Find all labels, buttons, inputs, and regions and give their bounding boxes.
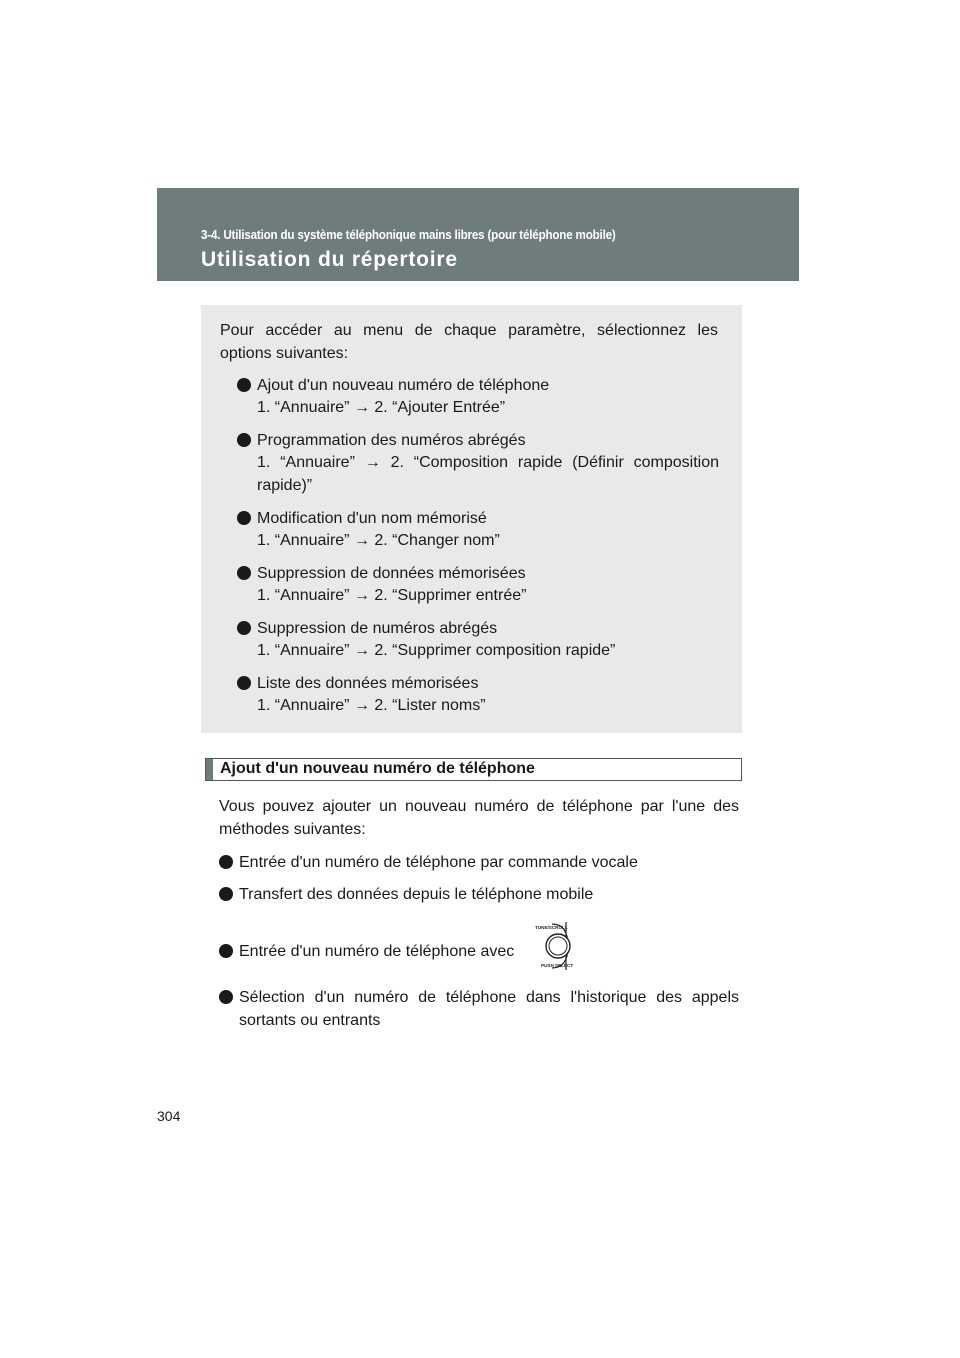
method-line: Entrée d'un numéro de téléphone par commande vocale xyxy=(239,854,638,871)
bullet-icon xyxy=(219,990,233,1004)
bullet-icon xyxy=(237,433,251,447)
method-label xyxy=(239,940,739,963)
menu-item-label: Suppression de numéros abrégés xyxy=(257,620,498,637)
bullet-icon xyxy=(219,887,233,901)
subsection-title: Ajout d'un nouveau numéro de téléphone xyxy=(220,760,535,777)
menu-item-path xyxy=(257,639,719,662)
path-line: 1. “Annuaire” → 2. “Ajouter Entrée” xyxy=(257,399,506,416)
method-line: Transfert des données depuis le téléphone mobile xyxy=(239,886,594,903)
paragraph-line: méthodes suivantes: xyxy=(219,821,366,838)
path-line: 1. “Annuaire” → 2. “Lister noms” xyxy=(257,697,486,714)
method-line: Entrée d'un numéro de téléphone avec xyxy=(239,943,515,960)
intro-line: options suivantes: xyxy=(220,345,349,362)
menu-access-intro xyxy=(220,319,718,365)
menu-item-label: Ajout d'un nouveau numéro de téléphone xyxy=(257,377,550,394)
menu-item-label: Modification d'un nom mémorisé xyxy=(257,510,487,527)
menu-item-path xyxy=(257,584,719,607)
path-line: 1. “Annuaire” → 2. “Composition rapide (Définir composition xyxy=(257,454,719,471)
menu-item-label: Programmation des numéros abrégés xyxy=(257,432,526,449)
menu-item-path xyxy=(257,451,719,497)
path-line: 1. “Annuaire” → 2. “Supprimer composition rapide” xyxy=(257,642,616,659)
page-title: Utilisation du répertoire xyxy=(201,248,458,271)
tune-scroll-knob-icon xyxy=(532,920,580,972)
knob-top-label: TUNE/SCROLL xyxy=(535,925,568,930)
method-label xyxy=(239,851,739,874)
method-line: Sélection d'un numéro de téléphone dans l'historique des appels xyxy=(239,989,739,1006)
section-header xyxy=(157,188,799,281)
path-line: 1. “Annuaire” → 2. “Supprimer entrée” xyxy=(257,587,527,604)
bullet-icon xyxy=(237,511,251,525)
bullet-icon xyxy=(237,566,251,580)
menu-item-label: Suppression de données mémorisées xyxy=(257,565,526,582)
bullet-icon xyxy=(219,855,233,869)
method-label xyxy=(239,883,739,906)
menu-item-label: Liste des données mémorisées xyxy=(257,675,479,692)
bullet-icon xyxy=(219,944,233,958)
method-line: sortants ou entrants xyxy=(239,1012,381,1029)
heading-accent-bar xyxy=(206,759,213,780)
path-line: rapide)” xyxy=(257,477,313,494)
page-number: 304 xyxy=(157,1108,181,1124)
methods-intro xyxy=(219,795,739,841)
menu-item-path xyxy=(257,529,719,552)
bullet-icon xyxy=(237,378,251,392)
path-line: 1. “Annuaire” → 2. “Changer nom” xyxy=(257,532,500,549)
paragraph-line: Vous pouvez ajouter un nouveau numéro de téléphone par l'une des xyxy=(219,798,739,815)
section-breadcrumb: 3-4. Utilisation du système téléphonique mains libres (pour téléphone mobile) xyxy=(201,228,616,242)
menu-item-path xyxy=(257,694,719,717)
bullet-icon xyxy=(237,621,251,635)
knob-bottom-label: PUSH SELECT xyxy=(541,963,574,968)
bullet-icon xyxy=(237,676,251,690)
method-label xyxy=(239,986,739,1032)
menu-item-path xyxy=(257,396,719,419)
subsection-heading xyxy=(205,758,742,781)
menu-access-box xyxy=(201,305,742,733)
intro-line: Pour accéder au menu de chaque paramètre, sélectionnez les xyxy=(220,322,718,339)
